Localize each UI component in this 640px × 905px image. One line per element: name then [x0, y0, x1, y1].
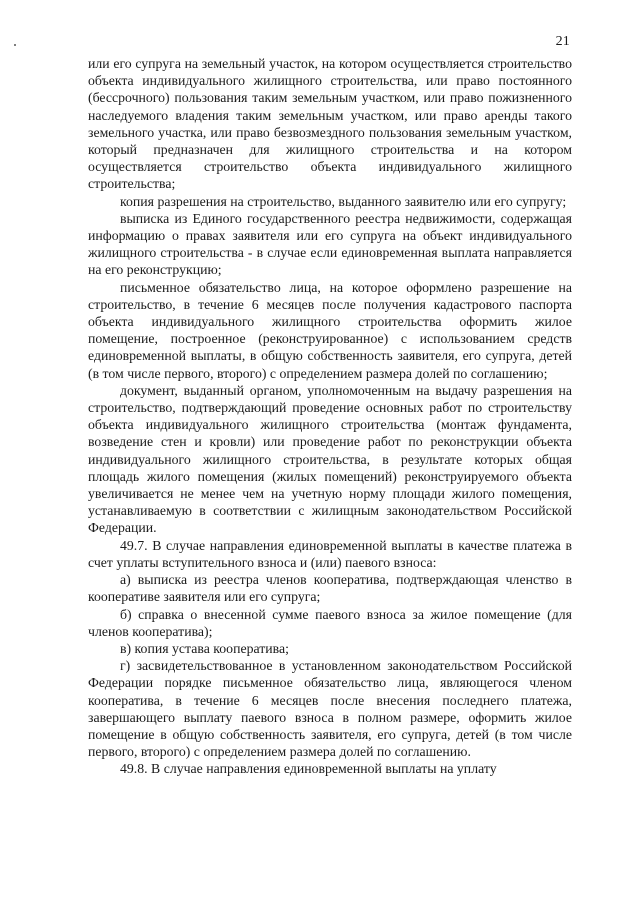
paragraph: в) копия устава кооператива;: [120, 640, 289, 656]
paragraph: выписка из Единого государственного реестра недвижимости, содержащая информацию о правах заявителя или его супруга на объект индивидуального жилищного строительства - в случае если единовременная выплата направляется на его реконструкцию;: [88, 210, 572, 278]
document-body: [88, 55, 572, 778]
paragraph: г) засвидетельствованное в установленном законодательством Российской Федерации порядке письменное обязательство лица, являющегося членом кооператива, в течение 6 месяцев после внесения последнего платежа, завершающего выплату паевого взноса в полном размере, оформить жилое помещение в общую собственность заявителя, его супруга, детей (в том числе первого, второго) с определением размера долей по соглашению.: [88, 658, 572, 760]
paragraph: 49.7. В случае направления единовременной выплаты в качестве платежа в счет уплаты вступительного взноса и (или) паевого взноса:: [88, 537, 572, 570]
paragraph: письменное обязательство лица, на которое оформлено разрешение на строительство, в течение 6 месяцев после получения кадастрового паспорта объекта индивидуального жилищного строительства оформить жилое помещение, построенное (реконструированное) с использованием средств единовременной выплаты, в общую собственность заявителя, его супруга, детей (в том числе первого, второго) с определением размера долей по соглашению;: [88, 279, 572, 381]
paragraph: документ, выданный органом, уполномоченным на выдачу разрешения на строительство, подтверждающий проведение основных работ по строительству объекта индивидуального жилищного строительства (монтаж фундамента, возведение стен и кровли) или проведение работ по реконструкции объекта индивидуального жилищного строительства, в результате которых общая площадь жилого помещения (жилых помещений) реконструируемого объекта увеличивается не менее чем на учетную норму площади жилого помещения, устанавливаемую в соответствии с жилищным законодательством Российской Федерации.: [88, 382, 572, 536]
scan-speck: [14, 44, 16, 46]
paragraph: б) справка о внесенной сумме паевого взноса за жилое помещение (для членов кооператива);: [88, 606, 572, 639]
page-number: 21: [555, 34, 570, 49]
paragraph: а) выписка из реестра членов кооператива, подтверждающая членство в кооперативе заявителя или его супруга;: [88, 572, 572, 605]
paragraph: 49.8. В случае направления единовременной выплаты на уплату: [120, 761, 497, 777]
paragraph: или его супруга на земельный участок, на котором осуществляется строительство объекта индивидуального жилищного строительства, или право постоянного (бессрочного) пользования таким земельным участком, или право пожизненного наследуемого владения таким земельным участком, или право аренды такого земельного участка, или право безвозмездного пользования земельным участком, который предназначен для жилищного строительства и на котором осуществляется строительство объекта индивидуального жилищного строительства;: [88, 56, 572, 192]
paragraph: копия разрешения на строительство, выданного заявителю или его супругу;: [120, 193, 567, 209]
